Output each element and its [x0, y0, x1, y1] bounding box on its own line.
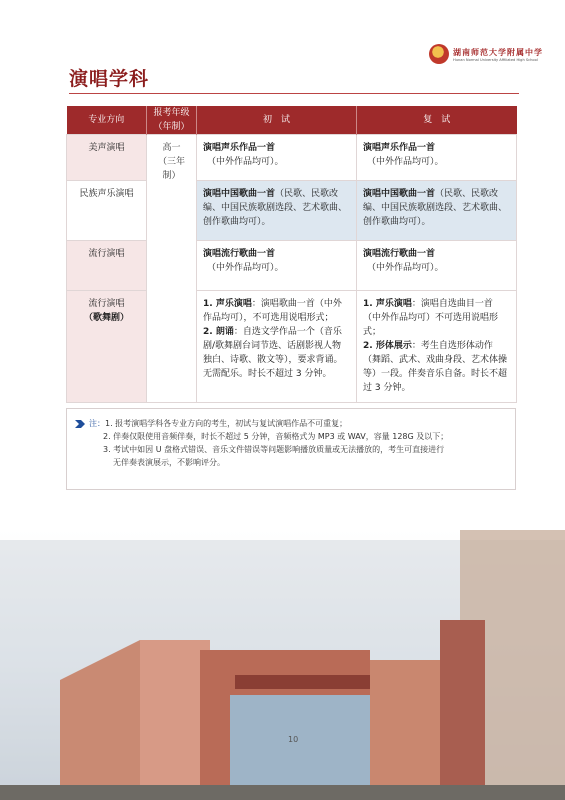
second-round-cell: 演唱流行歌曲一首 （中外作品均可）。: [357, 241, 517, 291]
note-item: 1. 报考演唱学科各专业方向的考生，初试与复试演唱作品不可重复；: [105, 419, 348, 428]
second-round-cell: 演唱声乐作品一首 （中外作品均可）。: [357, 135, 517, 181]
exam-requirements-table: [66, 106, 517, 403]
table-row: [67, 135, 517, 181]
logo-english-name: Hunan Normal University Affiliated High School: [453, 57, 538, 62]
table-row: [67, 181, 517, 241]
category-cell: 流行演唱: [67, 241, 147, 291]
first-round-cell: 1. 声乐演唱：演唱歌曲一首（中外作品均可），不可选用说唱形式； 2. 朗诵：自选文学作品一个（音乐剧/歌舞剧台词节选、话剧影视人物独白、诗歌、散文等），要求背诵。无需配乐。时长不超过 3 分钟。: [197, 291, 357, 403]
header-second-round: 复 试: [357, 106, 517, 135]
campus-building-photo: [0, 530, 565, 800]
category-cell: 民族声乐演唱: [67, 181, 147, 241]
second-round-cell: 演唱中国歌曲一首（民歌、民歌改编、中国民族歌剧选段、艺术歌曲、创作歌曲均可）。: [357, 181, 517, 241]
grade-cell: 高一 （三年制）: [147, 135, 197, 403]
category-cell: 美声演唱: [67, 135, 147, 181]
notes-label: 注：: [89, 419, 105, 428]
table-header-row: [67, 106, 517, 135]
first-round-cell: 演唱中国歌曲一首（民歌、民歌改编、中国民族歌剧选段、艺术歌曲、创作歌曲均可）。: [197, 181, 357, 241]
first-round-cell: 演唱声乐作品一首 （中外作品均可）。: [197, 135, 357, 181]
title-divider: [69, 93, 519, 94]
category-cell: 流行演唱 （歌舞剧）: [67, 291, 147, 403]
header-grade: 报考年级 （年制）: [147, 106, 197, 135]
school-logo: [429, 44, 543, 64]
header-first-round: 初 试: [197, 106, 357, 135]
note-item: 2. 伴奏仅限使用音频伴奏，时长不超过 5 分钟，音频格式为 MP3 或 WAV，容量 128G 及以下；: [103, 432, 449, 441]
section-title: 演唱学科: [69, 68, 150, 90]
note-item: 3. 考试中如因 U 盘格式错误、音乐文件错误等问题影响播放质量或无法播放的，考生可直接进行: [103, 445, 445, 454]
page-number: 10: [288, 735, 299, 744]
notes-box: [66, 408, 516, 490]
header-major: 专业方向: [67, 106, 147, 135]
first-round-cell: 演唱流行歌曲一首 （中外作品均可）。: [197, 241, 357, 291]
arrow-bullet-icon: [75, 420, 85, 428]
table-row: [67, 241, 517, 291]
logo-chinese-name: 湖南师范大学附属中学: [453, 47, 543, 57]
school-emblem-icon: [429, 44, 449, 64]
note-item: 无伴奏表演展示，不影响评分。: [113, 458, 225, 467]
second-round-cell: 1. 声乐演唱：演唱自选曲目一首（中外作品均可）不可选用说唱形式； 2. 形体展示：考生自选形体动作（舞蹈、武术、戏曲身段、艺术体操等）一段。伴奏音乐自备。时长不超过 3 分钟。: [357, 291, 517, 403]
table-row: [67, 291, 517, 403]
